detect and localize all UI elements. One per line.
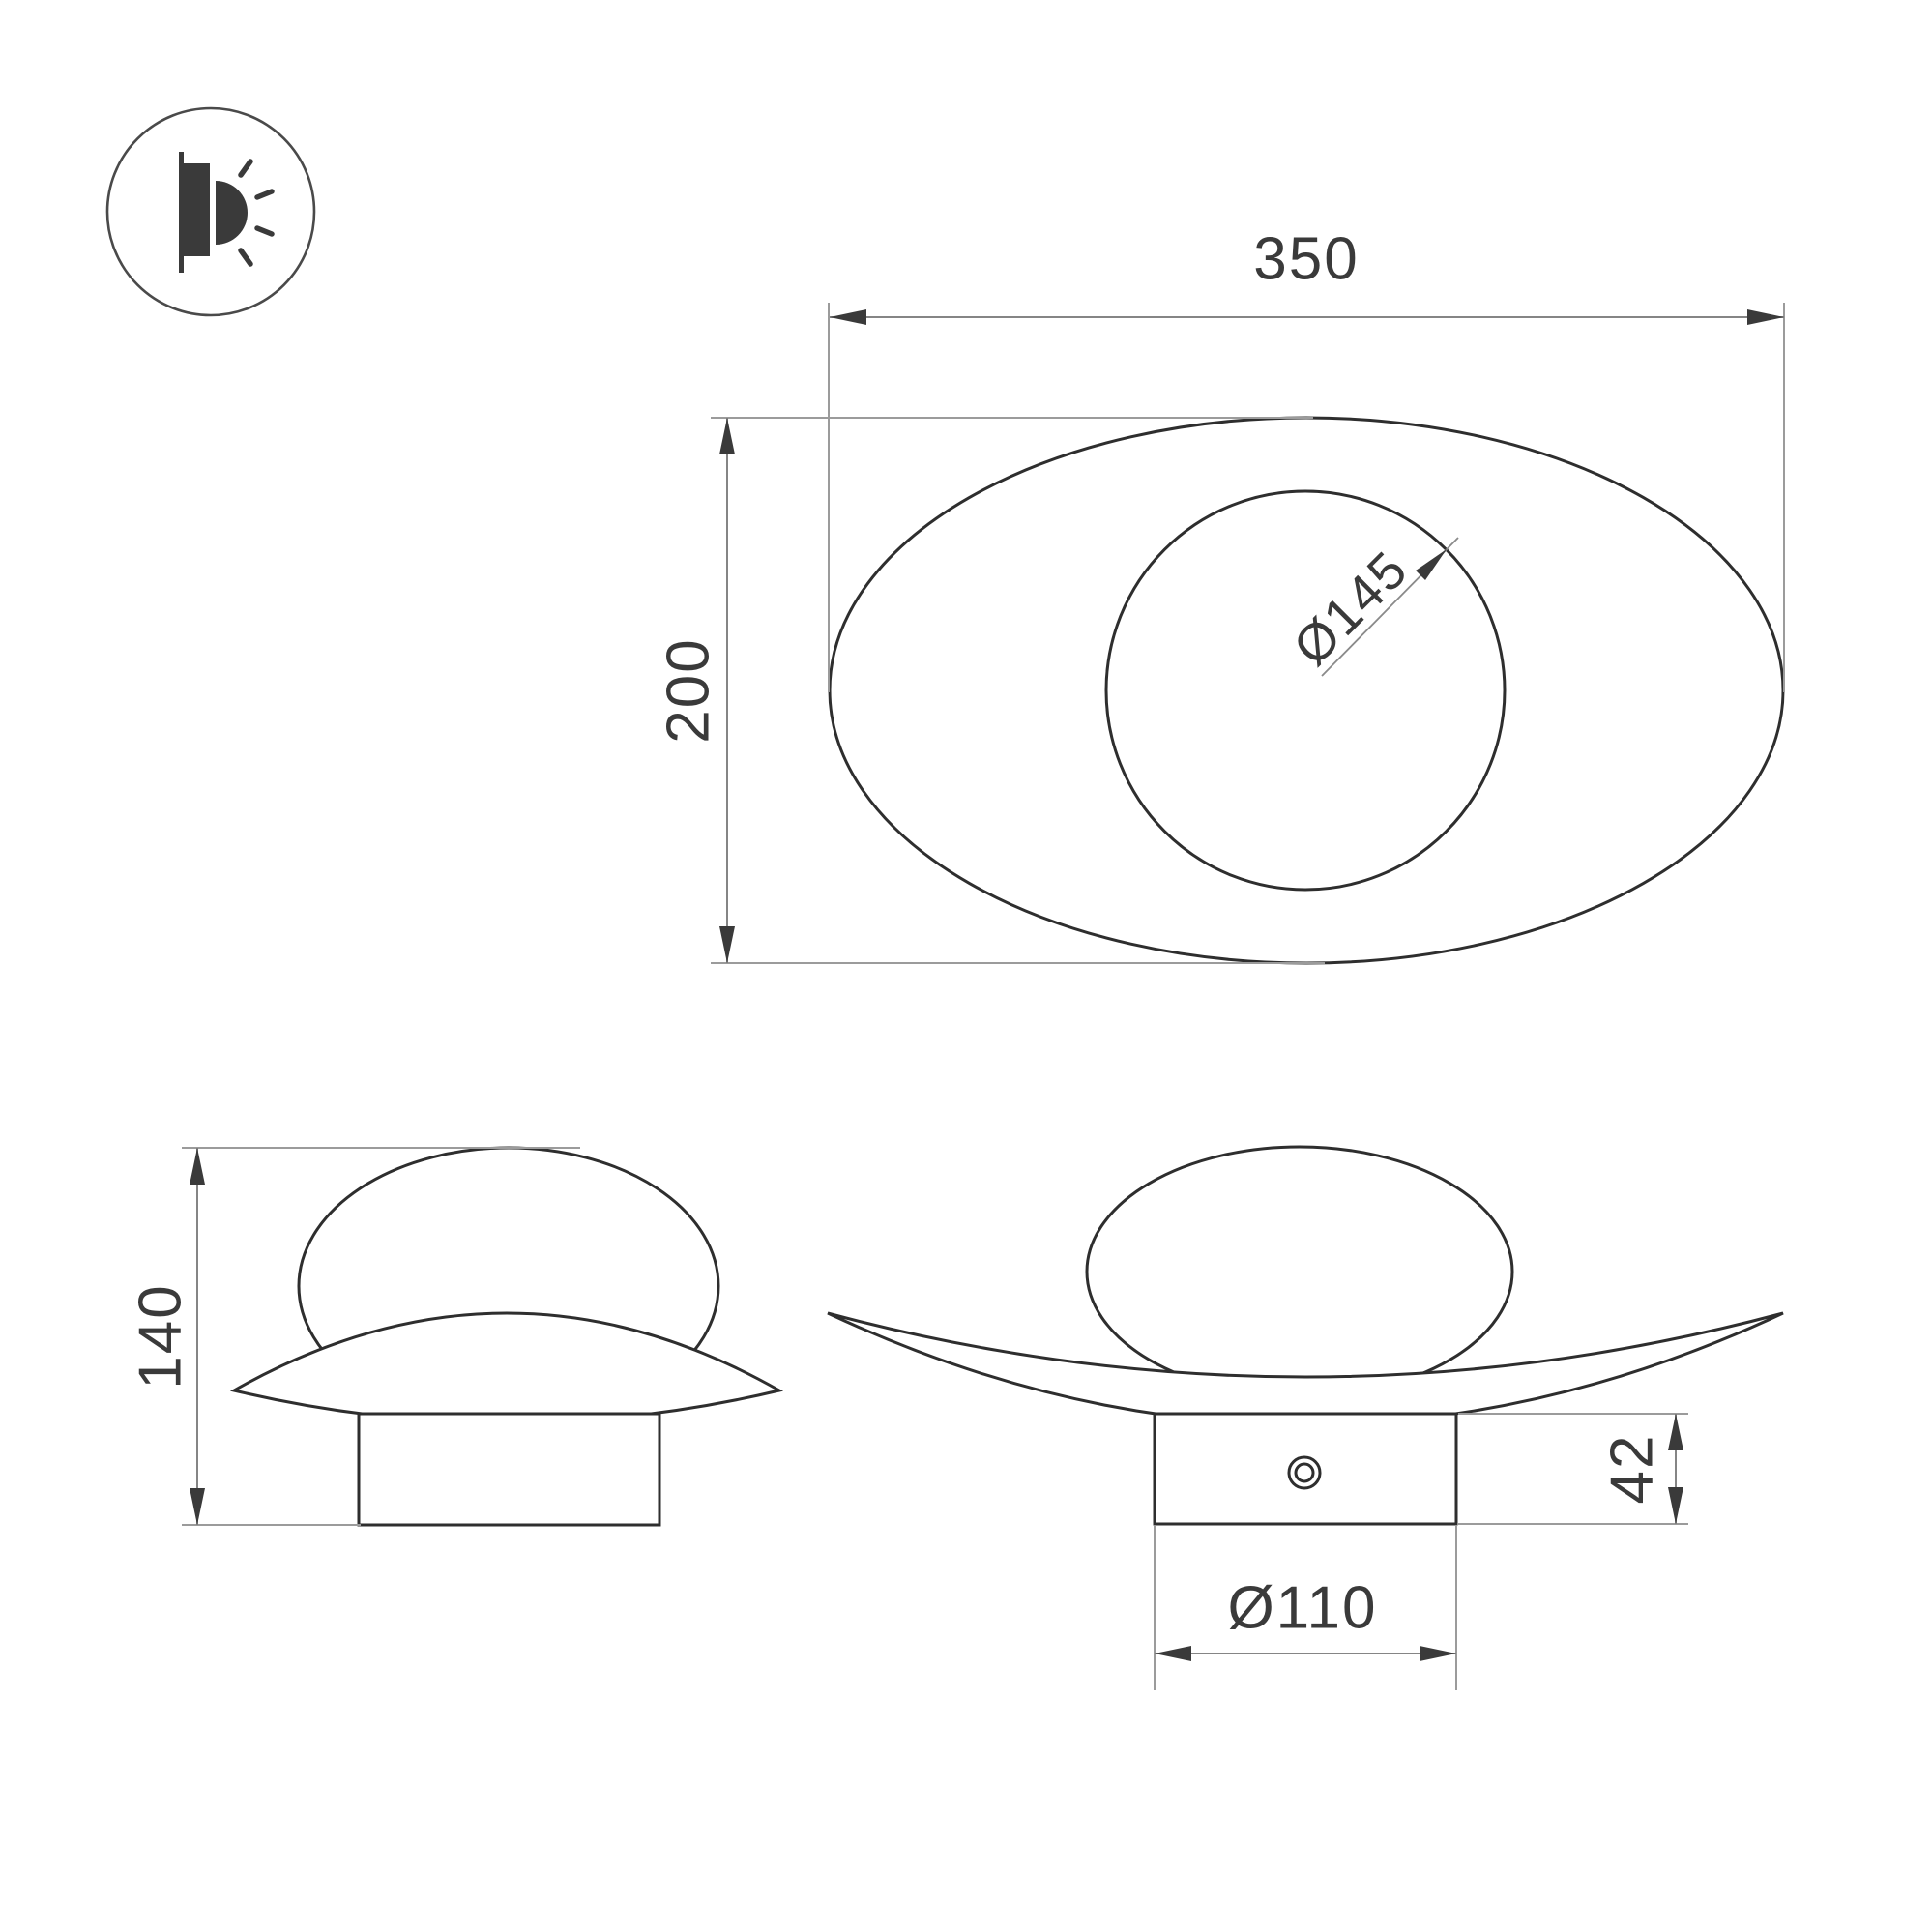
top-width-label: 350 (1253, 225, 1360, 293)
base-height-arrow-bottom (1668, 1487, 1683, 1524)
base-diameter-label: Ø110 (1227, 1574, 1378, 1642)
side-view-base (359, 1414, 659, 1525)
base-height-arrow-top (1668, 1414, 1683, 1450)
top-depth-label: 200 (655, 637, 722, 744)
lens-diameter-label: Ø145 (1282, 540, 1420, 677)
base-diameter-arrow-right (1420, 1646, 1456, 1661)
base-height-label: 42 (1598, 1433, 1666, 1505)
top-view (656, 226, 1785, 964)
light-half-disc (216, 181, 248, 245)
wall-light-badge (107, 108, 314, 315)
lamp-body (184, 163, 210, 256)
height-arrow-top (190, 1148, 205, 1185)
base-diameter-arrow-left (1155, 1646, 1191, 1661)
depth-arrow-bottom (719, 926, 735, 963)
front-view-base (1155, 1414, 1456, 1524)
front-view (828, 1147, 1783, 1690)
badge-circle (107, 108, 314, 315)
front-view-ball (1087, 1147, 1512, 1396)
top-view-dish-ellipse (830, 418, 1783, 963)
depth-arrow-top (719, 418, 735, 454)
height-arrow-bottom (190, 1488, 205, 1525)
side-view (128, 1148, 780, 1525)
wall-line (179, 152, 184, 273)
side-height-label: 140 (127, 1283, 194, 1390)
width-arrow-right (1747, 309, 1784, 325)
width-arrow-left (830, 309, 866, 325)
